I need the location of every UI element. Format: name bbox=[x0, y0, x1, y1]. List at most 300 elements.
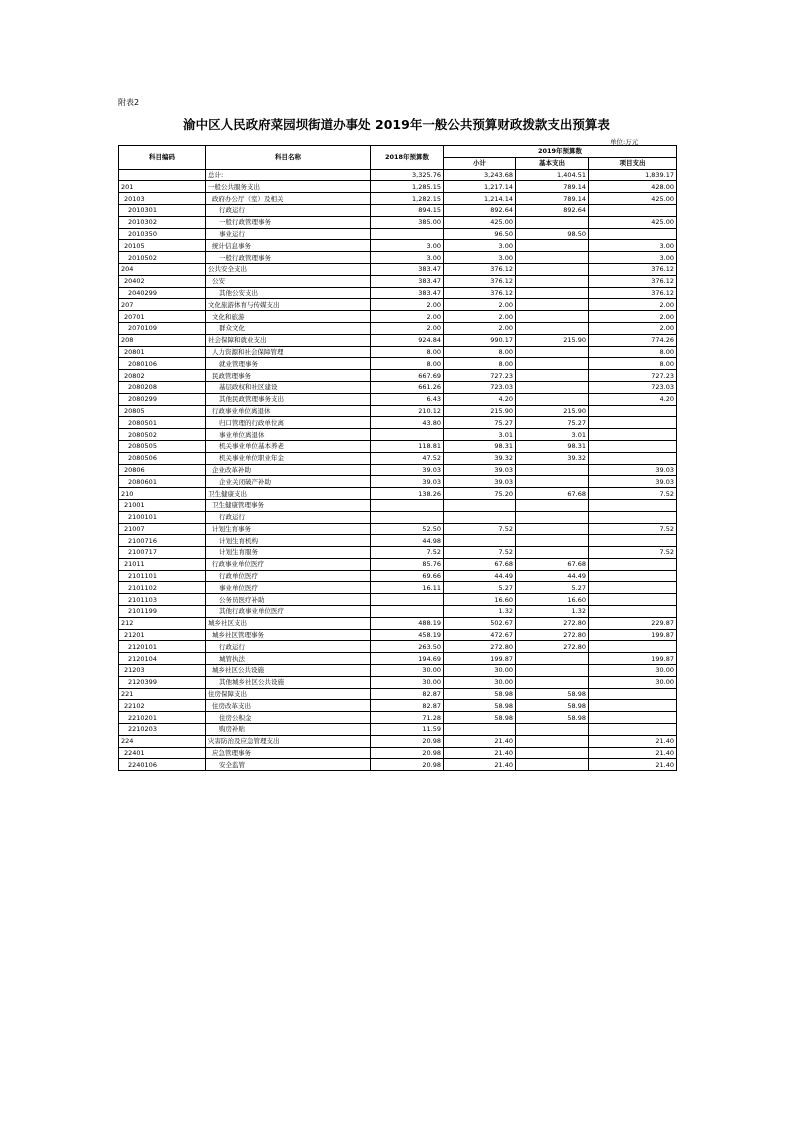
cell-subtotal: 75.20 bbox=[444, 488, 516, 500]
cell-subtotal: 58.98 bbox=[444, 712, 516, 724]
cell-basic: 98.31 bbox=[516, 440, 589, 452]
cell-project: 376.12 bbox=[589, 275, 677, 287]
table-row bbox=[119, 370, 677, 382]
cell-code: 21203 bbox=[119, 665, 206, 677]
cell-project: 2.00 bbox=[589, 322, 677, 334]
table-row bbox=[119, 311, 677, 323]
cell-project bbox=[589, 499, 677, 511]
cell-budget-2018: 385.00 bbox=[371, 216, 444, 228]
cell-basic bbox=[516, 287, 589, 299]
table-row bbox=[119, 275, 677, 287]
cell-basic bbox=[516, 476, 589, 488]
cell-budget-2018: 194.69 bbox=[371, 653, 444, 665]
table-row bbox=[119, 617, 677, 629]
cell-subtotal: 272.80 bbox=[444, 641, 516, 653]
cell-code: 221 bbox=[119, 688, 206, 700]
cell-code: 20402 bbox=[119, 275, 206, 287]
table-row bbox=[119, 653, 677, 665]
cell-basic bbox=[516, 299, 589, 311]
cell-code: 21011 bbox=[119, 558, 206, 570]
cell-name: 住房保障支出 bbox=[206, 688, 371, 700]
cell-basic: 16.60 bbox=[516, 594, 589, 606]
cell-code: 212 bbox=[119, 617, 206, 629]
cell-budget-2018: 44.98 bbox=[371, 535, 444, 547]
cell-basic bbox=[516, 653, 589, 665]
cell-basic bbox=[516, 381, 589, 393]
cell-name: 行政事业单位离退休 bbox=[206, 405, 371, 417]
cell-basic: 272.80 bbox=[516, 617, 589, 629]
cell-name: 其他公安支出 bbox=[206, 287, 371, 299]
cell-project: 428.00 bbox=[589, 181, 677, 193]
table-row bbox=[119, 358, 677, 370]
cell-basic bbox=[516, 464, 589, 476]
table-row bbox=[119, 594, 677, 606]
table-row bbox=[119, 665, 677, 677]
table-row bbox=[119, 322, 677, 334]
cell-subtotal: 376.12 bbox=[444, 275, 516, 287]
table-row bbox=[119, 547, 677, 559]
cell-name: 一般行政管理事务 bbox=[206, 216, 371, 228]
cell-subtotal: 58.98 bbox=[444, 688, 516, 700]
cell-basic bbox=[516, 547, 589, 559]
cell-subtotal: 723.03 bbox=[444, 381, 516, 393]
cell-name: 卫生健康支出 bbox=[206, 488, 371, 500]
cell-name: 计划生育事务 bbox=[206, 523, 371, 535]
cell-basic bbox=[516, 358, 589, 370]
cell-project: 229.87 bbox=[589, 617, 677, 629]
table-row bbox=[119, 263, 677, 275]
cell-subtotal: 58.98 bbox=[444, 700, 516, 712]
cell-code: 208 bbox=[119, 334, 206, 346]
cell-basic: 215.90 bbox=[516, 405, 589, 417]
cell-name: 民政管理事务 bbox=[206, 370, 371, 382]
cell-name: 灾害防治及应急管理支出 bbox=[206, 735, 371, 747]
cell-basic: 58.98 bbox=[516, 712, 589, 724]
cell-code: 20802 bbox=[119, 370, 206, 382]
table-row bbox=[119, 558, 677, 570]
cell-subtotal: 3.01 bbox=[444, 429, 516, 441]
table-row bbox=[119, 346, 677, 358]
cell-name: 其他城乡社区公共设施 bbox=[206, 676, 371, 688]
cell-code: 20701 bbox=[119, 311, 206, 323]
cell-code: 2080506 bbox=[119, 452, 206, 464]
cell-budget-2018: 263.50 bbox=[371, 641, 444, 653]
cell-budget-2018: 30.00 bbox=[371, 665, 444, 677]
cell-project bbox=[589, 688, 677, 700]
cell-budget-2018: 1,285.15 bbox=[371, 181, 444, 193]
cell-project: 199.87 bbox=[589, 653, 677, 665]
table-row bbox=[119, 747, 677, 759]
cell-code: 22401 bbox=[119, 747, 206, 759]
cell-budget-2018: 458.19 bbox=[371, 629, 444, 641]
table-row bbox=[119, 393, 677, 405]
cell-name: 社会保障和就业支出 bbox=[206, 334, 371, 346]
cell-budget-2018: 30.00 bbox=[371, 676, 444, 688]
cell-basic bbox=[516, 665, 589, 677]
cell-budget-2018: 488.19 bbox=[371, 617, 444, 629]
cell-basic: 75.27 bbox=[516, 417, 589, 429]
cell-project: 774.26 bbox=[589, 334, 677, 346]
cell-project bbox=[589, 228, 677, 240]
cell-code: 2210201 bbox=[119, 712, 206, 724]
cell-name: 城乡社区管理事务 bbox=[206, 629, 371, 641]
cell-basic bbox=[516, 393, 589, 405]
cell-code: 2070109 bbox=[119, 322, 206, 334]
cell-code: 20805 bbox=[119, 405, 206, 417]
cell-name: 行政事业单位医疗 bbox=[206, 558, 371, 570]
cell-code: 207 bbox=[119, 299, 206, 311]
cell-budget-2018: 85.76 bbox=[371, 558, 444, 570]
cell-project bbox=[589, 700, 677, 712]
cell-budget-2018: 383.47 bbox=[371, 287, 444, 299]
cell-project bbox=[589, 440, 677, 452]
cell-basic: 1.32 bbox=[516, 606, 589, 618]
table-row bbox=[119, 193, 677, 205]
cell-code: 201 bbox=[119, 181, 206, 193]
cell-project: 425.00 bbox=[589, 193, 677, 205]
cell-subtotal: 5.27 bbox=[444, 582, 516, 594]
cell-subtotal: 16.60 bbox=[444, 594, 516, 606]
cell-code: 2010502 bbox=[119, 252, 206, 264]
cell-subtotal: 1.32 bbox=[444, 606, 516, 618]
cell-basic bbox=[516, 346, 589, 358]
cell-subtotal: 4.20 bbox=[444, 393, 516, 405]
cell-budget-2018: 43.80 bbox=[371, 417, 444, 429]
cell-code: 2100101 bbox=[119, 511, 206, 523]
cell-basic: 272.80 bbox=[516, 629, 589, 641]
cell-subtotal: 472.67 bbox=[444, 629, 516, 641]
cell-project: 4.20 bbox=[589, 393, 677, 405]
cell-code: 2100717 bbox=[119, 547, 206, 559]
cell-subtotal: 3.00 bbox=[444, 240, 516, 252]
cell-name: 行政运行 bbox=[206, 641, 371, 653]
cell-project: 30.00 bbox=[589, 665, 677, 677]
cell-code: 20105 bbox=[119, 240, 206, 252]
cell-project bbox=[589, 417, 677, 429]
cell-basic: 5.27 bbox=[516, 582, 589, 594]
table-row bbox=[119, 228, 677, 240]
cell-name: 计划生育服务 bbox=[206, 547, 371, 559]
cell-name: 文化和旅游 bbox=[206, 311, 371, 323]
cell-project bbox=[589, 535, 677, 547]
cell-name: 卫生健康管理事务 bbox=[206, 499, 371, 511]
table-row bbox=[119, 204, 677, 216]
table-row bbox=[119, 499, 677, 511]
table-row bbox=[119, 452, 677, 464]
cell-code: 21007 bbox=[119, 523, 206, 535]
cell-project bbox=[589, 405, 677, 417]
cell-subtotal: 8.00 bbox=[444, 358, 516, 370]
cell-code: 2120104 bbox=[119, 653, 206, 665]
cell-name: 群众文化 bbox=[206, 322, 371, 334]
cell-code: 2100716 bbox=[119, 535, 206, 547]
cell-code: 2010350 bbox=[119, 228, 206, 240]
table-row bbox=[119, 334, 677, 346]
cell-basic bbox=[516, 252, 589, 264]
cell-subtotal: 30.00 bbox=[444, 676, 516, 688]
cell-project bbox=[589, 511, 677, 523]
cell-subtotal bbox=[444, 499, 516, 511]
table-row bbox=[119, 252, 677, 264]
cell-budget-2018: 2.00 bbox=[371, 322, 444, 334]
table-row bbox=[119, 629, 677, 641]
cell-name: 基层政权和社区建设 bbox=[206, 381, 371, 393]
cell-name: 一般公共服务支出 bbox=[206, 181, 371, 193]
cell-basic bbox=[516, 311, 589, 323]
cell-subtotal: 892.64 bbox=[444, 204, 516, 216]
cell-project bbox=[589, 724, 677, 736]
cell-code: 21201 bbox=[119, 629, 206, 641]
cell-budget-2018: 3.00 bbox=[371, 252, 444, 264]
cell-name: 住房改革支出 bbox=[206, 700, 371, 712]
cell-code: 20806 bbox=[119, 464, 206, 476]
cell-basic: 789.14 bbox=[516, 193, 589, 205]
cell-subtotal: 2.00 bbox=[444, 311, 516, 323]
cell-subtotal: 7.52 bbox=[444, 547, 516, 559]
cell-budget-2018 bbox=[371, 511, 444, 523]
cell-budget-2018 bbox=[371, 228, 444, 240]
cell-budget-2018: 661.26 bbox=[371, 381, 444, 393]
cell-budget-2018: 118.81 bbox=[371, 440, 444, 452]
cell-code: 210 bbox=[119, 488, 206, 500]
cell-code: 2010301 bbox=[119, 204, 206, 216]
cell-budget-2018: 1,282.15 bbox=[371, 193, 444, 205]
annex-label: 附表2 bbox=[118, 98, 140, 107]
cell-budget-2018: 39.03 bbox=[371, 464, 444, 476]
cell-basic bbox=[516, 676, 589, 688]
cell-basic: 98.50 bbox=[516, 228, 589, 240]
cell-project bbox=[589, 582, 677, 594]
cell-budget-2018: 8.00 bbox=[371, 358, 444, 370]
cell-project: 7.52 bbox=[589, 488, 677, 500]
cell-name: 城管执法 bbox=[206, 653, 371, 665]
cell-budget-2018 bbox=[371, 606, 444, 618]
cell-project: 727.23 bbox=[589, 370, 677, 382]
unit-label: 单位:万元 bbox=[610, 138, 639, 146]
cell-name: 事业单位医疗 bbox=[206, 582, 371, 594]
cell-subtotal: 1,217.14 bbox=[444, 181, 516, 193]
cell-name: 其他行政事业单位医疗 bbox=[206, 606, 371, 618]
cell-name: 安全监管 bbox=[206, 759, 371, 771]
cell-name: 城乡社区公共设施 bbox=[206, 665, 371, 677]
table-row bbox=[119, 535, 677, 547]
cell-name: 公安 bbox=[206, 275, 371, 287]
cell-code: 21001 bbox=[119, 499, 206, 511]
cell-code: 2010302 bbox=[119, 216, 206, 228]
cell-name: 政府办公厅（室）及相关 bbox=[206, 193, 371, 205]
table-row bbox=[119, 381, 677, 393]
table-row bbox=[119, 759, 677, 771]
cell-budget-2018 bbox=[371, 594, 444, 606]
cell-subtotal: 7.52 bbox=[444, 523, 516, 535]
header-project: 项目支出 bbox=[589, 157, 677, 169]
table-row bbox=[119, 641, 677, 653]
header-budget-2018: 2018年预算数 bbox=[371, 146, 444, 170]
table-row bbox=[119, 405, 677, 417]
cell-basic bbox=[516, 523, 589, 535]
cell-subtotal bbox=[444, 511, 516, 523]
cell-project bbox=[589, 641, 677, 653]
cell-subtotal: 75.27 bbox=[444, 417, 516, 429]
header-code: 科目编码 bbox=[119, 146, 206, 170]
cell-code: 2080601 bbox=[119, 476, 206, 488]
cell-code: 2210203 bbox=[119, 724, 206, 736]
cell-budget-2018: 20.98 bbox=[371, 759, 444, 771]
cell-code: 2080501 bbox=[119, 417, 206, 429]
cell-budget-2018: 20.98 bbox=[371, 747, 444, 759]
cell-subtotal: 502.67 bbox=[444, 617, 516, 629]
cell-subtotal: 376.12 bbox=[444, 287, 516, 299]
cell-project: 723.03 bbox=[589, 381, 677, 393]
cell-subtotal: 67.68 bbox=[444, 558, 516, 570]
cell-project: 39.03 bbox=[589, 464, 677, 476]
cell-budget-2018: 3,325.76 bbox=[371, 169, 444, 181]
cell-basic: 58.98 bbox=[516, 700, 589, 712]
page-title: 渝中区人民政府菜园坝街道办事处 2019年一般公共预算财政拨款支出预算表 bbox=[183, 117, 610, 132]
cell-basic: 215.90 bbox=[516, 334, 589, 346]
cell-basic: 272.80 bbox=[516, 641, 589, 653]
cell-budget-2018: 138.26 bbox=[371, 488, 444, 500]
cell-name: 城乡社区支出 bbox=[206, 617, 371, 629]
cell-name: 文化旅游体育与传媒支出 bbox=[206, 299, 371, 311]
cell-name: 计划生育机构 bbox=[206, 535, 371, 547]
cell-subtotal: 2.00 bbox=[444, 299, 516, 311]
cell-budget-2018: 6.43 bbox=[371, 393, 444, 405]
cell-project bbox=[589, 570, 677, 582]
cell-budget-2018 bbox=[371, 499, 444, 511]
cell-code: 2080208 bbox=[119, 381, 206, 393]
cell-budget-2018: 667.69 bbox=[371, 370, 444, 382]
cell-budget-2018: 210.12 bbox=[371, 405, 444, 417]
cell-project: 3.00 bbox=[589, 240, 677, 252]
cell-name: 其他民政管理事务支出 bbox=[206, 393, 371, 405]
cell-subtotal: 3,243.68 bbox=[444, 169, 516, 181]
cell-basic bbox=[516, 724, 589, 736]
table-row bbox=[119, 216, 677, 228]
budget-table bbox=[118, 145, 677, 771]
table-row bbox=[119, 523, 677, 535]
cell-name: 企业改革补助 bbox=[206, 464, 371, 476]
cell-code: 22102 bbox=[119, 700, 206, 712]
cell-name: 统计信息事务 bbox=[206, 240, 371, 252]
cell-name: 就业管理事务 bbox=[206, 358, 371, 370]
cell-project: 39.03 bbox=[589, 476, 677, 488]
cell-name: 机关事业单位基本养老 bbox=[206, 440, 371, 452]
cell-basic bbox=[516, 240, 589, 252]
header-subtotal: 小计 bbox=[444, 157, 516, 169]
cell-budget-2018: 52.50 bbox=[371, 523, 444, 535]
cell-project: 7.52 bbox=[589, 547, 677, 559]
cell-project: 2.00 bbox=[589, 299, 677, 311]
header-basic: 基本支出 bbox=[516, 157, 589, 169]
header-name: 科目名称 bbox=[206, 146, 371, 170]
cell-name: 事业运行 bbox=[206, 228, 371, 240]
cell-budget-2018: 47.52 bbox=[371, 452, 444, 464]
cell-code: 20801 bbox=[119, 346, 206, 358]
table-row bbox=[119, 476, 677, 488]
cell-basic: 39.32 bbox=[516, 452, 589, 464]
cell-subtotal bbox=[444, 535, 516, 547]
cell-budget-2018: 383.47 bbox=[371, 263, 444, 275]
cell-code: 2080299 bbox=[119, 393, 206, 405]
cell-subtotal: 96.50 bbox=[444, 228, 516, 240]
cell-name: 事业单位离退休 bbox=[206, 429, 371, 441]
cell-code: 2101102 bbox=[119, 582, 206, 594]
cell-budget-2018: 894.15 bbox=[371, 204, 444, 216]
table-row bbox=[119, 429, 677, 441]
cell-subtotal: 727.23 bbox=[444, 370, 516, 382]
cell-subtotal: 44.49 bbox=[444, 570, 516, 582]
cell-basic bbox=[516, 216, 589, 228]
cell-project: 425.00 bbox=[589, 216, 677, 228]
cell-code: 2080106 bbox=[119, 358, 206, 370]
cell-name: 行政单位医疗 bbox=[206, 570, 371, 582]
cell-budget-2018: 11.59 bbox=[371, 724, 444, 736]
table-row bbox=[119, 488, 677, 500]
cell-subtotal: 21.40 bbox=[444, 747, 516, 759]
cell-name: 归口管理的行政单位离 bbox=[206, 417, 371, 429]
cell-name: 应急管理事务 bbox=[206, 747, 371, 759]
cell-budget-2018: 82.87 bbox=[371, 688, 444, 700]
cell-basic bbox=[516, 747, 589, 759]
cell-subtotal: 376.12 bbox=[444, 263, 516, 275]
header-budget-2019: 2019年预算数 bbox=[444, 146, 677, 158]
cell-project: 8.00 bbox=[589, 358, 677, 370]
table-body bbox=[119, 169, 677, 771]
cell-budget-2018: 2.00 bbox=[371, 299, 444, 311]
cell-project: 376.12 bbox=[589, 263, 677, 275]
cell-code: 2240106 bbox=[119, 759, 206, 771]
cell-project: 3.00 bbox=[589, 252, 677, 264]
cell-budget-2018: 383.47 bbox=[371, 275, 444, 287]
table-row bbox=[119, 700, 677, 712]
cell-name: 一般行政管理事务 bbox=[206, 252, 371, 264]
cell-basic bbox=[516, 370, 589, 382]
cell-code: 224 bbox=[119, 735, 206, 747]
cell-project bbox=[589, 606, 677, 618]
table-row bbox=[119, 440, 677, 452]
cell-code: 2101199 bbox=[119, 606, 206, 618]
cell-code: 2080505 bbox=[119, 440, 206, 452]
cell-project: 7.52 bbox=[589, 523, 677, 535]
cell-budget-2018: 82.87 bbox=[371, 700, 444, 712]
cell-subtotal: 215.90 bbox=[444, 405, 516, 417]
cell-subtotal: 2.00 bbox=[444, 322, 516, 334]
cell-budget-2018: 39.03 bbox=[371, 476, 444, 488]
cell-basic: 67.68 bbox=[516, 558, 589, 570]
cell-code: 2080502 bbox=[119, 429, 206, 441]
cell-subtotal: 98.31 bbox=[444, 440, 516, 452]
table-row bbox=[119, 181, 677, 193]
cell-budget-2018: 924.84 bbox=[371, 334, 444, 346]
cell-subtotal: 39.32 bbox=[444, 452, 516, 464]
cell-basic: 1,404.51 bbox=[516, 169, 589, 181]
cell-basic: 3.01 bbox=[516, 429, 589, 441]
cell-project: 21.40 bbox=[589, 759, 677, 771]
cell-basic: 67.68 bbox=[516, 488, 589, 500]
cell-name: 行政运行 bbox=[206, 204, 371, 216]
cell-basic bbox=[516, 275, 589, 287]
cell-name: 购房补贴 bbox=[206, 724, 371, 736]
cell-code: 2120101 bbox=[119, 641, 206, 653]
cell-code: 2120399 bbox=[119, 676, 206, 688]
cell-code: 2101103 bbox=[119, 594, 206, 606]
cell-project: 1,839.17 bbox=[589, 169, 677, 181]
cell-subtotal: 21.40 bbox=[444, 735, 516, 747]
cell-subtotal: 39.03 bbox=[444, 464, 516, 476]
cell-name: 总计: bbox=[206, 169, 371, 181]
table-row bbox=[119, 240, 677, 252]
